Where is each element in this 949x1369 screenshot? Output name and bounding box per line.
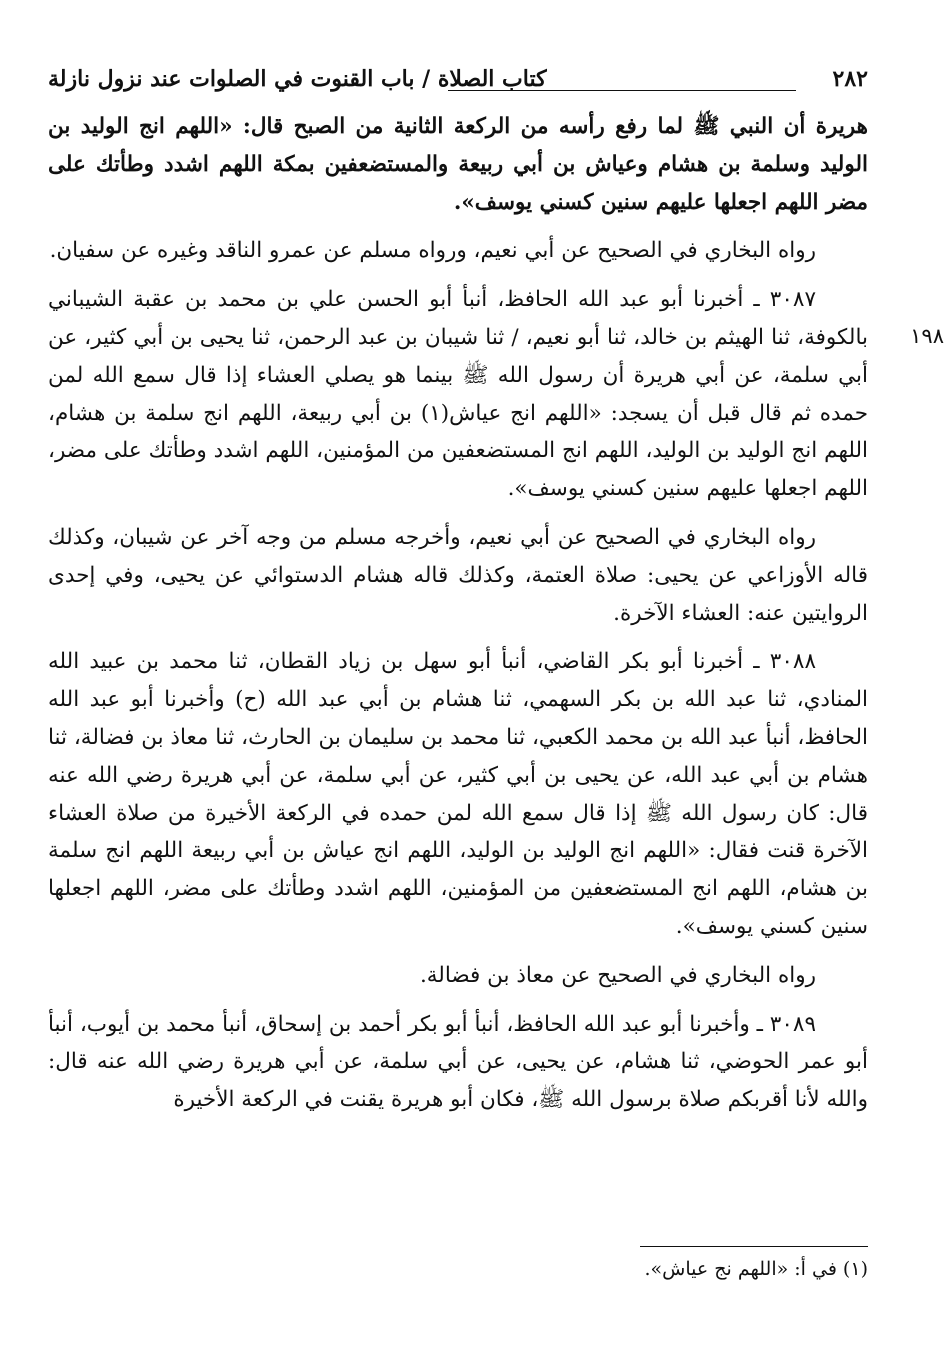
running-header [48,58,868,100]
paragraph-hadith-continuation: هريرة أن النبي ﷺ لما رفع رأسه من الركعة الثانية من الصبح قال: «اللهم انج الوليد بن الوليد وسلمة بن هشام وعياش بن أبي ربيعة والمستضعفين بمكة اللهم اشدد وطأتك على مضر اللهم اجعلها عليهم سنين كسني يوسف». [48,114,868,215]
footnote: (١) في أ: «اللهم نج عياش». [644,1258,868,1280]
footnote-divider [640,1246,868,1247]
main-text [48,108,944,1119]
paragraph-takhrij-3: رواه البخاري في الصحيح عن معاذ بن فضالة. [419,962,816,988]
hadith-3087-block [48,281,944,508]
page-number: ٢٨٢ [832,66,868,92]
book-page [48,58,944,1318]
paragraph-hadith-3088: ٣٠٨٨ ـ أخبرنا أبو بكر القاضي، أنبأ أبو سهل بن زياد القطان، ثنا محمد بن عبيد الله المنادي، ثنا عبد الله بن بكر السهمي، ثنا هشام بن أبي عبد الله (ح) وأخبرنا أبو عبد الله الحافظ، أنبأ عبد الله بن محمد الكعبي، ثنا محمد بن سليمان بن الحارث، ثنا معاذ بن فضالة، ثنا هشام بن أبي عبد الله، عن يحيى بن أبي كثير، عن أبي سلمة، عن أبي هريرة رضي الله عنه قال: كان رسول الله ﷺ إذا قال سمع الله لمن حمده في الركعة الأخيرة من صلاة العشاء الآخرة قنت فقال: «اللهم انج الوليد بن الوليد، اللهم انج عياش بن أبي ربيعة اللهم انج سلمة بن هشام، اللهم انج المستضعفين من المؤمنين، اللهم اشدد وطأتك على مضر، اللهم اجعلها سنين كسني يوسف». [48,649,868,939]
running-title: كتاب الصلاة / باب القنوت في الصلوات عند نزول نازلة [48,66,547,92]
paragraph-takhrij-2: رواه البخاري في الصحيح عن أبي نعيم، وأخرجه مسلم من وجه آخر عن شيبان، وكذلك قاله الأوزاعي عن يحيى: صلاة العتمة، وكذلك قاله هشام الدستوائي عن يحيى، وفي إحدى الروايتين عنه: العشاء الآخرة. [48,524,868,626]
paragraph-hadith-3087: ٣٠٨٧ ـ أخبرنا أبو عبد الله الحافظ، أنبأ أبو الحسن علي بن محمد بن عقبة الشيباني بالكوفة، ثنا الهيثم بن خالد، ثنا أبو نعيم، / ثنا شيبان بن عبد الرحمن، ثنا يحيى بن أبي كثير، عن أبي سلمة، عن أبي هريرة أن رسول الله ﷺ بينما هو يصلي العشاء إذا قال سمع الله لمن حمده ثم قال قبل أن يسجد: «اللهم انج عياش(١) بن أبي ربيعة، اللهم انج سلمة بن هشام، اللهم انج الوليد بن الوليد، اللهم انج المستضعفين من المؤمنين، اللهم اشدد وطأتك على مضر، اللهم اجعلها عليهم سنين كسني يوسف». [48,287,869,502]
margin-page-marker: ١٩٨ [910,324,944,349]
paragraph-takhrij-1: رواه البخاري في الصحيح عن أبي نعيم، ورواه مسلم عن عمرو الناقد وغيره عن سفيان. [49,238,816,264]
paragraph-hadith-3089: ٣٠٨٩ ـ وأخبرنا أبو عبد الله الحافظ، أنبأ أبو بكر أحمد بن إسحاق، أنبأ محمد بن أيوب، أنبأ أبو عمر الحوضي، ثنا هشام، عن يحيى، عن أبي سلمة، عن أبي هريرة رضي الله عنه قال: والله لأنا أقربكم صلاة برسول الله ﷺ، فكان أبو هريرة يقنت في الركعة الأخيرة [48,1011,868,1113]
